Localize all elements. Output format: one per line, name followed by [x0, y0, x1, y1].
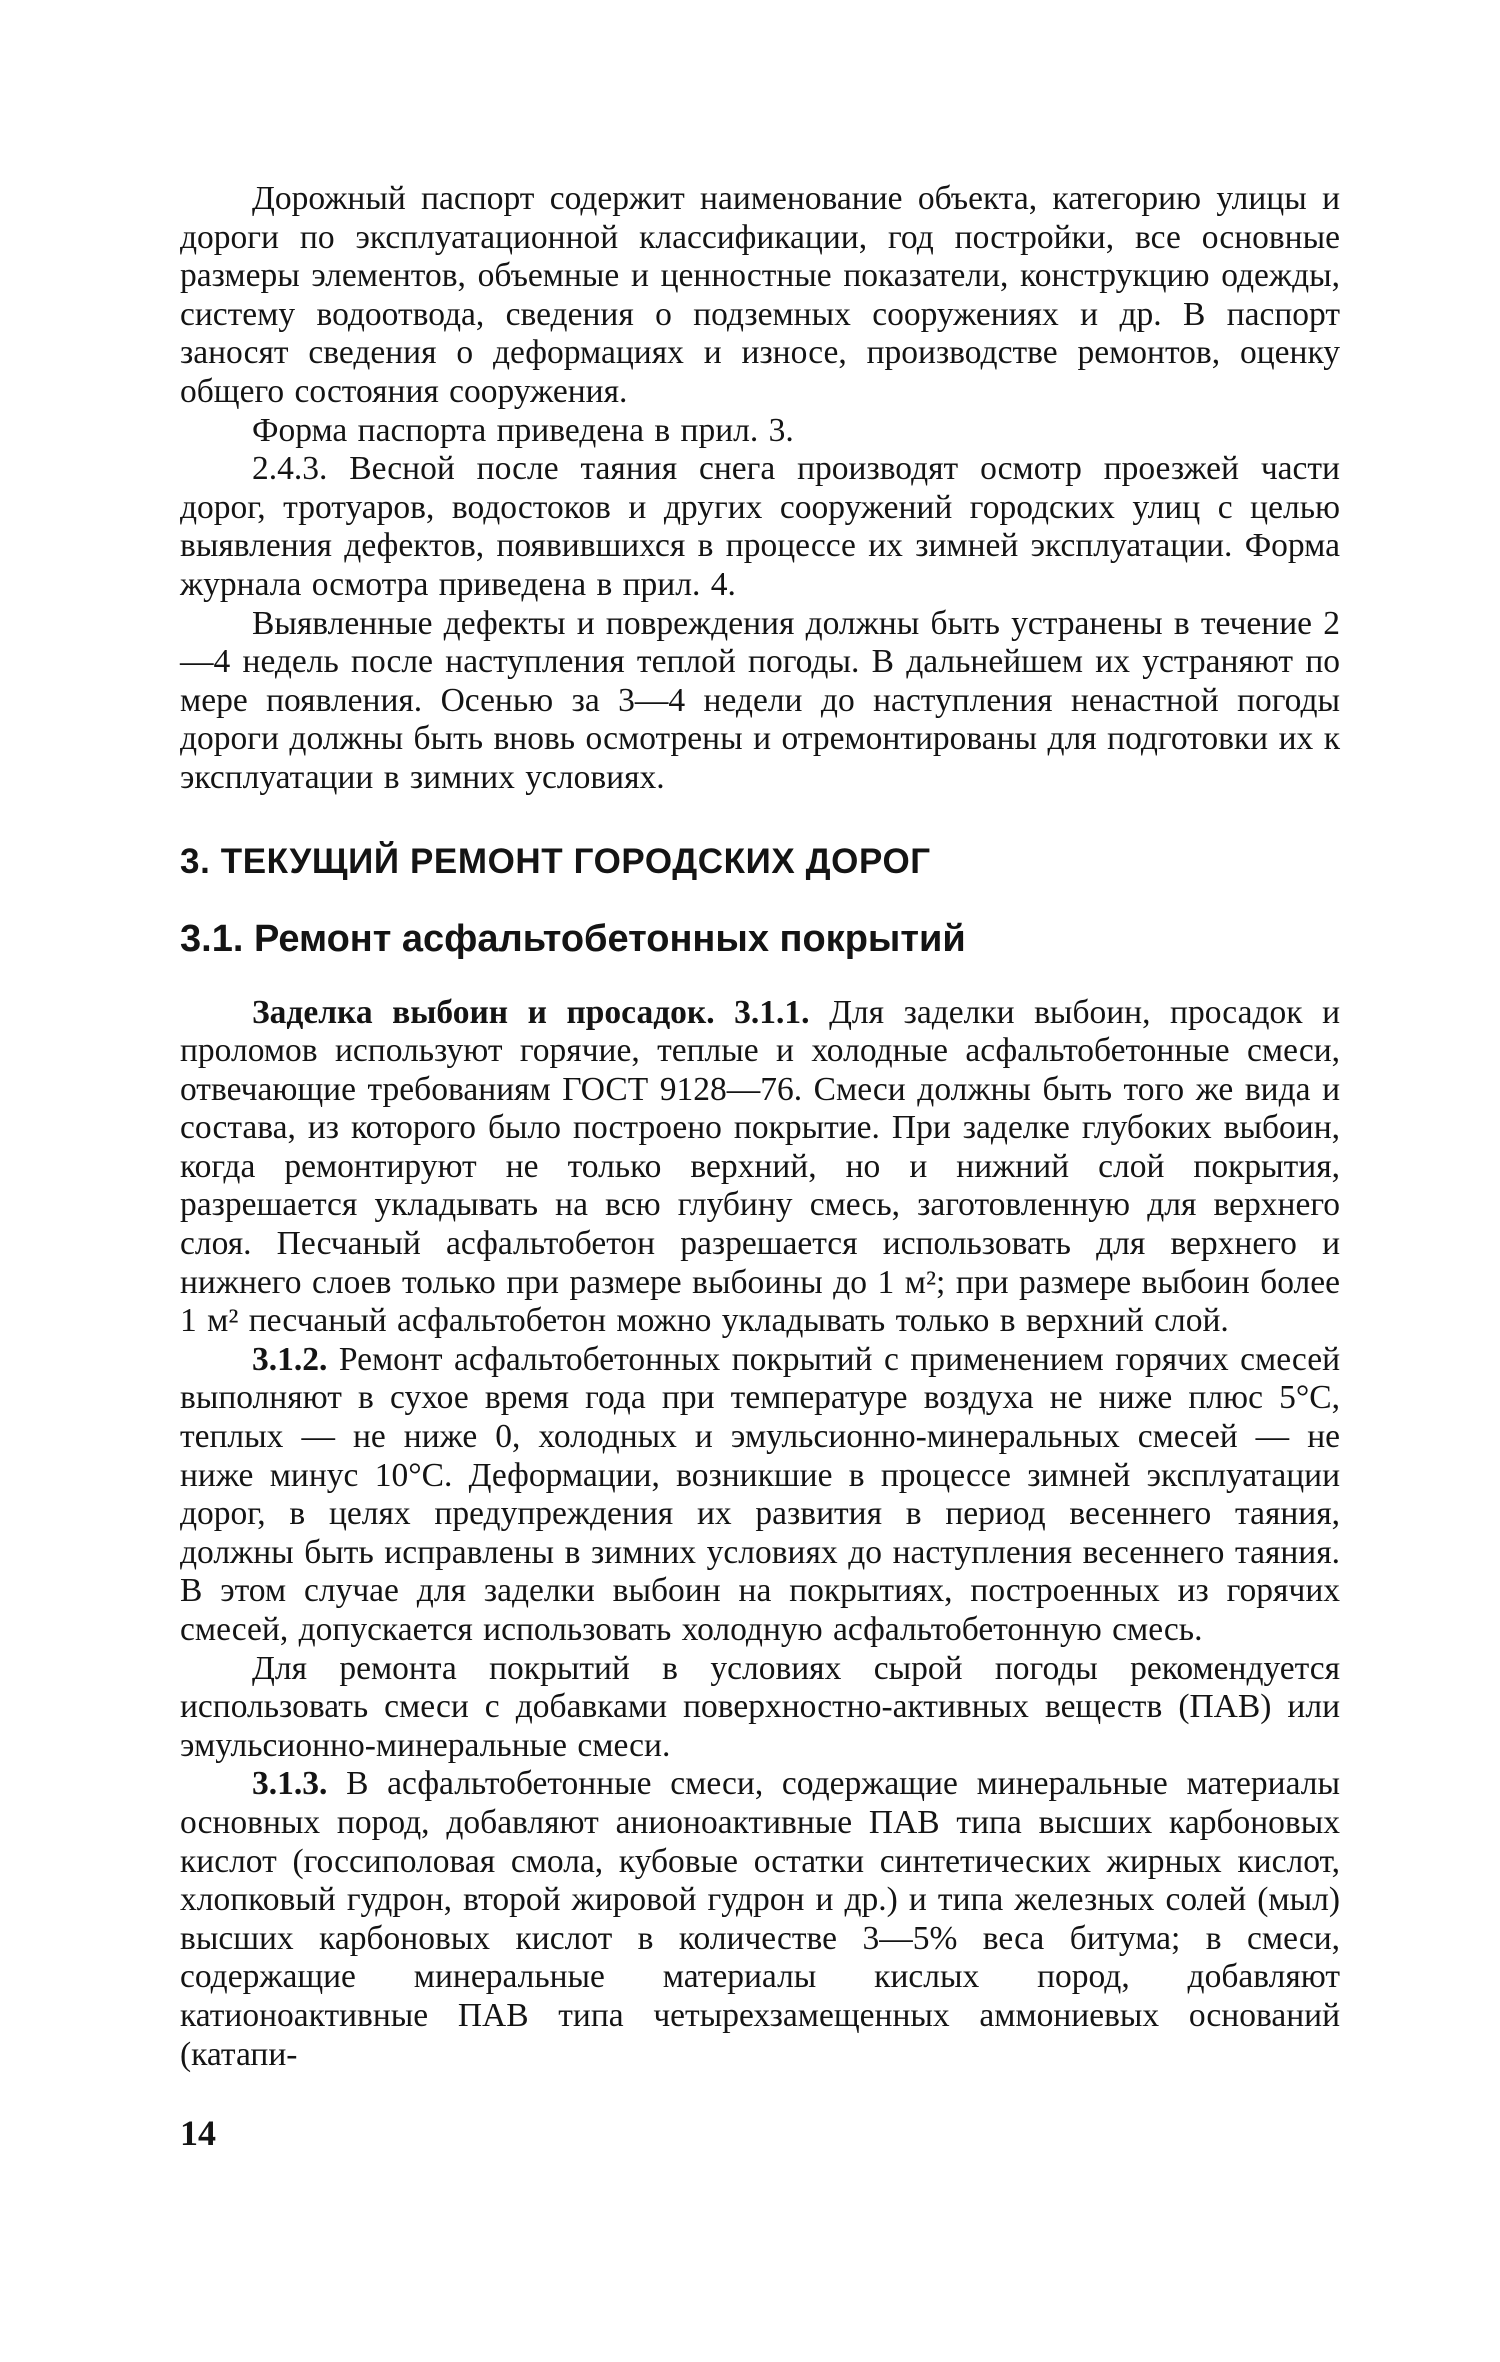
paragraph-3-1-1-label: Заделка выбоин и просадок. 3.1.1. — [252, 993, 810, 1031]
paragraph-3-1-3-label: 3.1.3. — [252, 1765, 328, 1803]
paragraph-defects: Выявленные дефекты и повреждения должны быть устранены в течение 2—4 недель после наступления теплой погоды. В дальнейшем их устраняют по мере появления. Осенью за 3—4 недели до наступления ненастной погоды дороги должны быть вновь осмотрены и отремонтированы для подготовки их к эксплуатации в зимних условиях. — [180, 604, 1340, 796]
paragraph-3-1-2-label: 3.1.2. — [252, 1340, 328, 1378]
paragraph-3-1-2-text: Ремонт асфальтобетонных покрытий с применением горячих смесей выполняют в сухое время года при температуре воздуха не ниже плюс 5°С, теплых — не ниже 0, холодных и эмульсионно-минеральных смесей — не ниже минус 10°С. Деформации, возникшие в процессе зимней эксплуатации дорог, в целях предупреждения их развития в период весеннего таяния, должны быть исправлены в зимних условиях до наступления весеннего таяния. В этом случае для заделки выбоин на покрытиях, построенных из горячих смесей, допускается использовать холодную асфальтобетонную смесь. — [180, 1340, 1340, 1648]
paragraph-3-1-1 — [180, 994, 1340, 1341]
paragraph-passport-form: Форма паспорта приведена в прил. 3. — [252, 411, 794, 449]
paragraph-3-1-3-text: В асфальтобетонные смеси, содержащие минеральные материалы основных пород, добавляют анионоактивные ПАВ типа высших карбоновых кислот (госсиполовая смола, кубовые остатки синтетических жирных кислот, хлопковый гудрон, второй жировой гудрон и др.) и типа железных солей (мыл) высших карбоновых кислот в количестве 3—5% веса битума; в смеси, содержащие минеральные материалы кислых пород, добавляют катионоактивные ПАВ типа четырехзамещенных аммониевых оснований (катапи- — [180, 1765, 1340, 2073]
page-number: 14 — [180, 2113, 216, 2153]
chapter-heading: 3. ТЕКУЩИЙ РЕМОНТ ГОРОДСКИХ ДОРОГ — [180, 841, 931, 881]
paragraph-3-1-1-text: Для заделки выбоин, просадок и проломов используют горячие, теплые и холодные асфальтобетонные смеси, отвечающие требованиям ГОСТ 9128—76. Смеси должны быть того же вида и состава, из которого было построено покрытие. При заделке глубоких выбоин, когда ремонтируют не только верхний, но и нижний слой покрытия, разрешается укладывать на всю глубину смесь, заготовленную для верхнего слоя. Песчаный асфальтобетон разрешается использовать для верхнего и нижнего слоев только при размере выбоины до 1 м²; при размере выбоин более 1 м² песчаный асфальтобетон можно укладывать только в верхний слой. — [180, 993, 1340, 1340]
paragraph-2-4-3: 2.4.3. Весной после таяния снега производят осмотр проезжей части дорог, тротуаров, водостоков и других сооружений городских улиц с целью выявления дефектов, появившихся в процессе их зимней эксплуатации. Форма журнала осмотра приведена в прил. 4. — [180, 450, 1340, 603]
page-body — [180, 180, 1340, 2074]
paragraph-wet-weather: Для ремонта покрытий в условиях сырой погоды рекомендуется использовать смеси с добавками поверхностно-активных веществ (ПАВ) или эмульсионно-минеральные смеси. — [180, 1649, 1340, 1764]
paragraph-road-passport: Дорожный паспорт содержит наименование объекта, категорию улицы и дороги по эксплуатационной классификации, год постройки, все основные размеры элементов, объемные и ценностные показатели, конструкцию одежды, систему водоотвода, сведения о подземных сооружениях и др. В паспорт заносят сведения о деформациях и износе, производстве ремонтов, оценку общего состояния сооружения. — [180, 180, 1340, 410]
section-heading: 3.1. Ремонт асфальтобетонных покрытий — [180, 917, 966, 960]
paragraph-3-1-3 — [180, 1765, 1340, 2074]
paragraph-3-1-2 — [180, 1341, 1340, 1650]
